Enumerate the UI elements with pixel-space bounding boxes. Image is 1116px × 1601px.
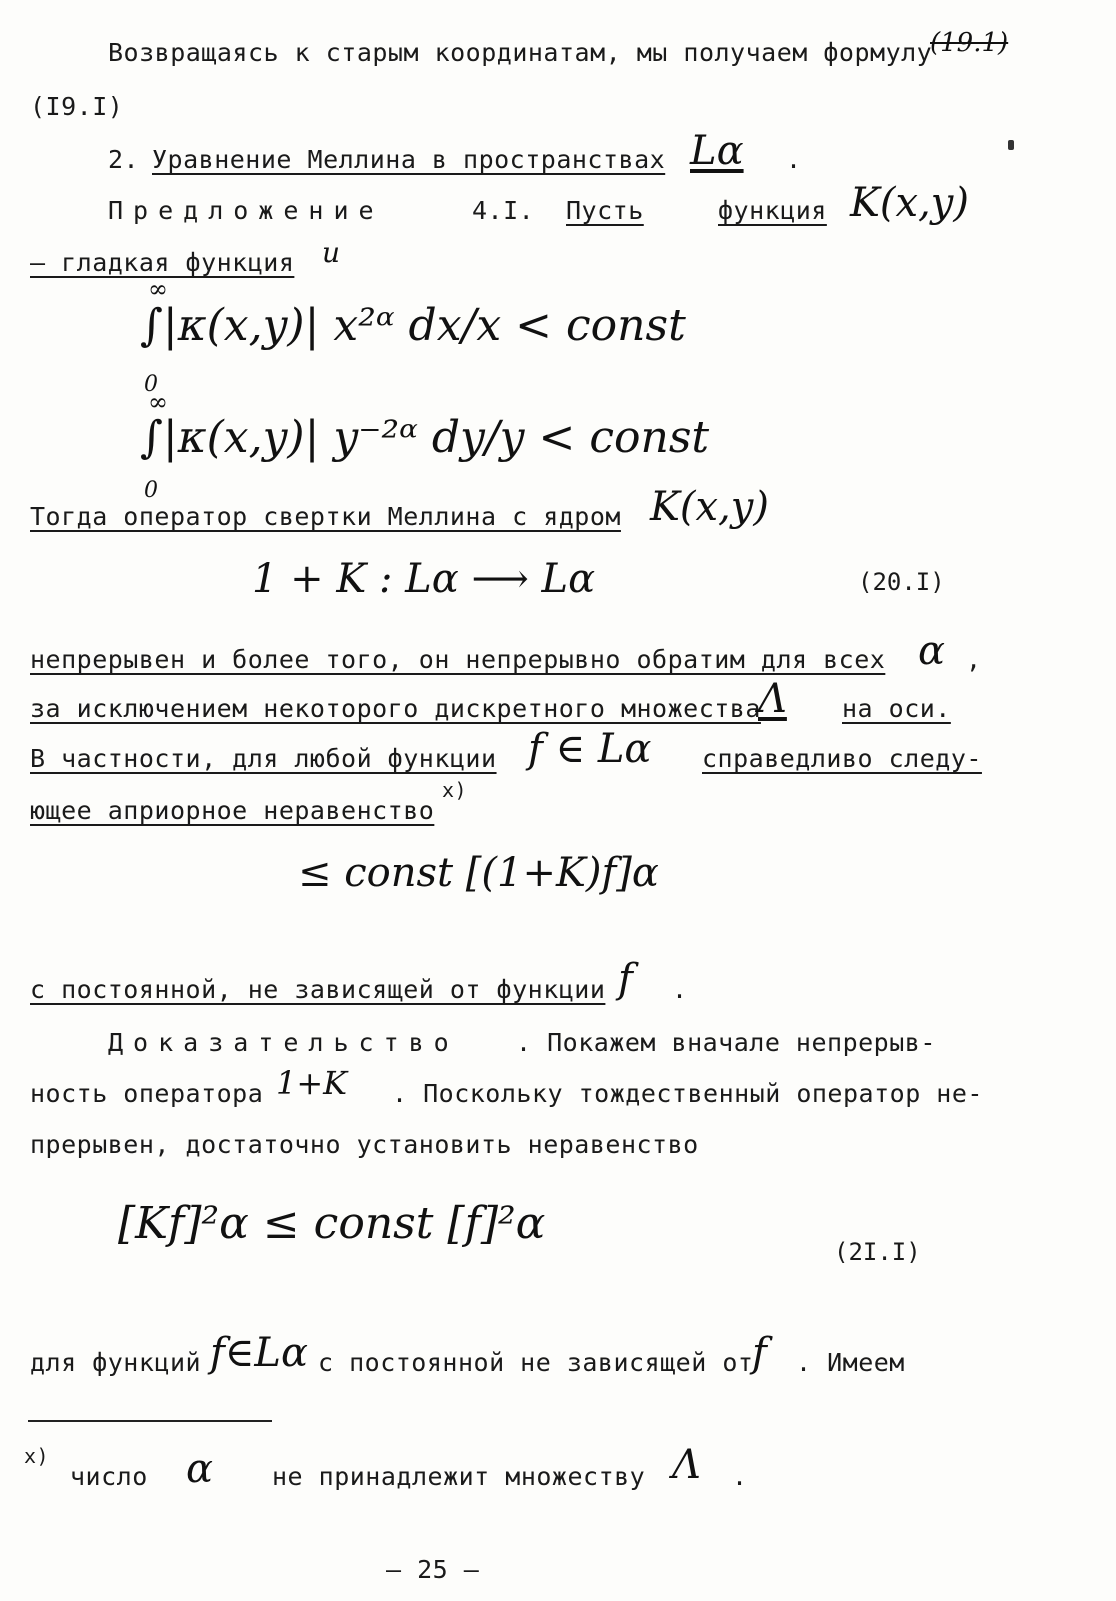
handwritten-formula-ref: (19.1)	[930, 28, 1009, 58]
formula-reference: (I9.I)	[30, 92, 124, 121]
proposition-number: 4.I.	[472, 196, 535, 225]
period: .	[732, 1462, 748, 1491]
handwritten-space-L: Lα	[690, 128, 744, 174]
footnote-text: не принадлежит множеству	[272, 1462, 646, 1491]
handwritten-equation-20: 1 + K : Lα ⟶ Lα	[252, 556, 596, 602]
handwritten-alpha: α	[918, 628, 946, 674]
text-line: с постоянной, не зависящей от функции	[30, 975, 606, 1004]
text-word: на оси.	[842, 694, 951, 723]
footnote-marker: x)	[24, 1444, 50, 1468]
text-line: Тогда оператор свертки Меллина с ядром	[30, 502, 621, 531]
text-line: непрерывен и более того, он непрерывно обратим для всех	[30, 645, 886, 674]
handwritten-f: f	[618, 956, 633, 1002]
text-line: . Покажем вначале непрерыв-	[516, 1028, 936, 1057]
text-line: – гладкая функция	[30, 248, 295, 277]
handwritten-f-in-L: f ∈ Lα	[528, 726, 652, 772]
handwritten-f: f	[752, 1330, 767, 1376]
footnote-text: число	[70, 1462, 148, 1491]
handwritten-lambda-set: Λ	[672, 1442, 701, 1488]
footnote-separator	[28, 1420, 272, 1422]
equation-number: (2I.I)	[834, 1238, 921, 1266]
handwritten-kernel: K(x,y)	[650, 484, 769, 530]
proof-label: Доказательство	[108, 1028, 459, 1057]
text-line: справедливо следу-	[702, 744, 982, 773]
proposition-label: Предложение	[108, 196, 384, 225]
integral-lower-limit: 0	[144, 478, 158, 503]
integral-upper-limit: ∞	[148, 275, 168, 303]
text-line: В частности, для любой функции	[30, 744, 497, 773]
handwritten-lambda-set: Λ	[758, 676, 787, 722]
text-line: ность оператора	[30, 1079, 264, 1108]
text-line: за исключением некоторого дискретного множества	[30, 694, 761, 723]
text-line: прерывен, достаточно установить неравенство	[30, 1130, 699, 1159]
text-line: ющее априорное неравенство	[30, 796, 435, 825]
text-line: с постоянной не зависящей от	[318, 1348, 754, 1377]
handwritten-operator: 1+K	[276, 1064, 348, 1102]
equation-number: (20.I)	[858, 568, 945, 596]
integral-lower-limit: 0	[144, 372, 158, 397]
section-heading: Уравнение Меллина в пространствах	[152, 145, 666, 174]
text-word: Пусть	[566, 196, 644, 225]
handwritten-equation-21: [Kf]²α ≤ const [f]²α	[118, 1198, 546, 1249]
period: .	[672, 975, 688, 1004]
handwritten-alpha: α	[186, 1446, 214, 1492]
integral-upper-limit: ∞	[148, 388, 168, 416]
page-number: – 25 –	[386, 1555, 480, 1584]
handwritten-integral-condition-2: ∫|κ(x,y)| y⁻²ᵅ dy/y < const	[140, 412, 710, 463]
ink-speck	[1008, 140, 1014, 150]
text-line: . Поскольку тождественный оператор не-	[392, 1079, 983, 1108]
text-word: функция	[718, 196, 827, 225]
period: .	[786, 145, 802, 174]
handwritten-conjunction: и	[322, 236, 341, 269]
handwritten-integral-condition-1: ∫|κ(x,y)| x²ᵅ dx/x < const	[140, 300, 686, 351]
handwritten-kernel: K(x,y)	[850, 180, 969, 226]
handwritten-apriori-inequality: ≤ const [(1+K)f]α	[298, 850, 659, 896]
footnote-marker: x)	[442, 778, 468, 802]
text-line: для функций	[30, 1348, 202, 1377]
comma: ,	[966, 645, 982, 674]
text-line: . Имеем	[796, 1348, 905, 1377]
handwritten-f-in-L: f∈Lα	[210, 1330, 308, 1376]
section-number: 2.	[108, 145, 140, 174]
text-line: Возвращаясь к старым координатам, мы получаем формулу	[108, 38, 933, 67]
